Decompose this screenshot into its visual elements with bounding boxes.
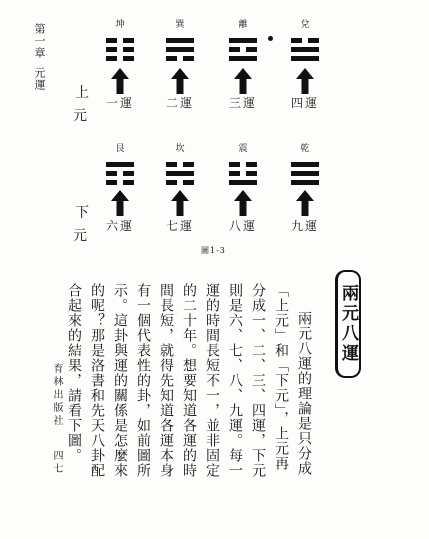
publisher-name: 育林出版社 [51,363,62,428]
run-label: 八運 [228,219,257,233]
yin-line [166,162,194,167]
trigram-symbol [106,162,134,189]
run-label: 一運 [105,96,134,110]
yin-line [166,180,194,185]
yang-line [291,180,319,185]
trigram-name: 兌 [300,20,310,30]
yin-line [166,56,194,61]
yang-line [106,162,134,167]
yang-line [166,171,194,176]
up-arrow-icon [171,190,189,216]
yin-line [106,38,134,43]
yin-line [229,47,257,52]
up-arrow-icon [234,190,252,216]
page-number: 四七 [51,450,62,476]
body-text [62,283,315,483]
yin-line [106,56,134,61]
upper-yuan-label [75,86,89,123]
trigram-symbol [166,162,194,189]
trigram-name: 艮 [115,144,125,154]
run-label: 二運 [165,96,194,110]
yin-line [229,162,257,167]
section-header: 元運 [33,67,46,91]
yang-line [291,171,319,176]
lower-yuan-char-2: 元 [73,228,87,244]
trigram-name: 坤 [115,20,125,30]
section-title-box [335,270,361,378]
trigram-symbol [106,38,134,65]
yang-line [229,38,257,43]
trigram-symbol [291,38,319,65]
yang-line [166,47,194,52]
yin-line [291,38,319,43]
trigram-name: 震 [238,144,248,154]
yang-line [291,47,319,52]
run-label: 三運 [228,96,257,110]
lower-yuan-char-1: 下 [75,205,89,221]
trigram-symbol [291,162,319,189]
upper-yuan-char-2: 元 [73,108,87,124]
run-label: 七運 [165,219,194,233]
yin-line [229,171,257,176]
run-label: 四運 [290,96,319,110]
trigram-symbol [229,38,257,65]
yang-line [291,162,319,167]
up-arrow-icon [234,68,252,94]
run-label: 六運 [105,219,134,233]
figure-caption: 圖1-3 [201,246,226,255]
chapter-header: 第一章 [33,23,46,59]
trigram-symbol [166,38,194,65]
upper-yuan-char-1: 上 [75,85,89,101]
yin-line [106,47,134,52]
trigram-symbol [229,162,257,189]
up-arrow-icon [111,190,129,216]
trigram-name: 離 [238,20,248,30]
trigram-name: 乾 [300,144,310,154]
trigram-name: 巽 [175,20,185,30]
ink-dot [268,36,273,41]
run-label: 九運 [290,219,319,233]
section-title: 兩元八運 [338,284,358,364]
up-arrow-icon [296,68,314,94]
yang-line [229,180,257,185]
yang-line [291,56,319,61]
yang-line [229,56,257,61]
up-arrow-icon [171,68,189,94]
trigram-name: 坎 [175,144,185,154]
body-paragraph: 兩元八運的理論是只分成「上元」和「下元」，上元再分成一、二、三、四運，下元則是六、七、八、九運。每一運的時間長短不一，並非固定的二十年。想要知道各運的時間長短，就得先知道各運本身有一個代表性的卦，如前圖所示。這卦與運的關係是怎麼來的呢？那是洛書和先天八卦配合起來的結果，請看下圖。 [66,283,312,478]
lower-yuan-label [75,206,89,243]
yang-line [166,38,194,43]
yin-line [106,171,134,176]
up-arrow-icon [296,190,314,216]
yin-line [106,180,134,185]
up-arrow-icon [111,68,129,94]
